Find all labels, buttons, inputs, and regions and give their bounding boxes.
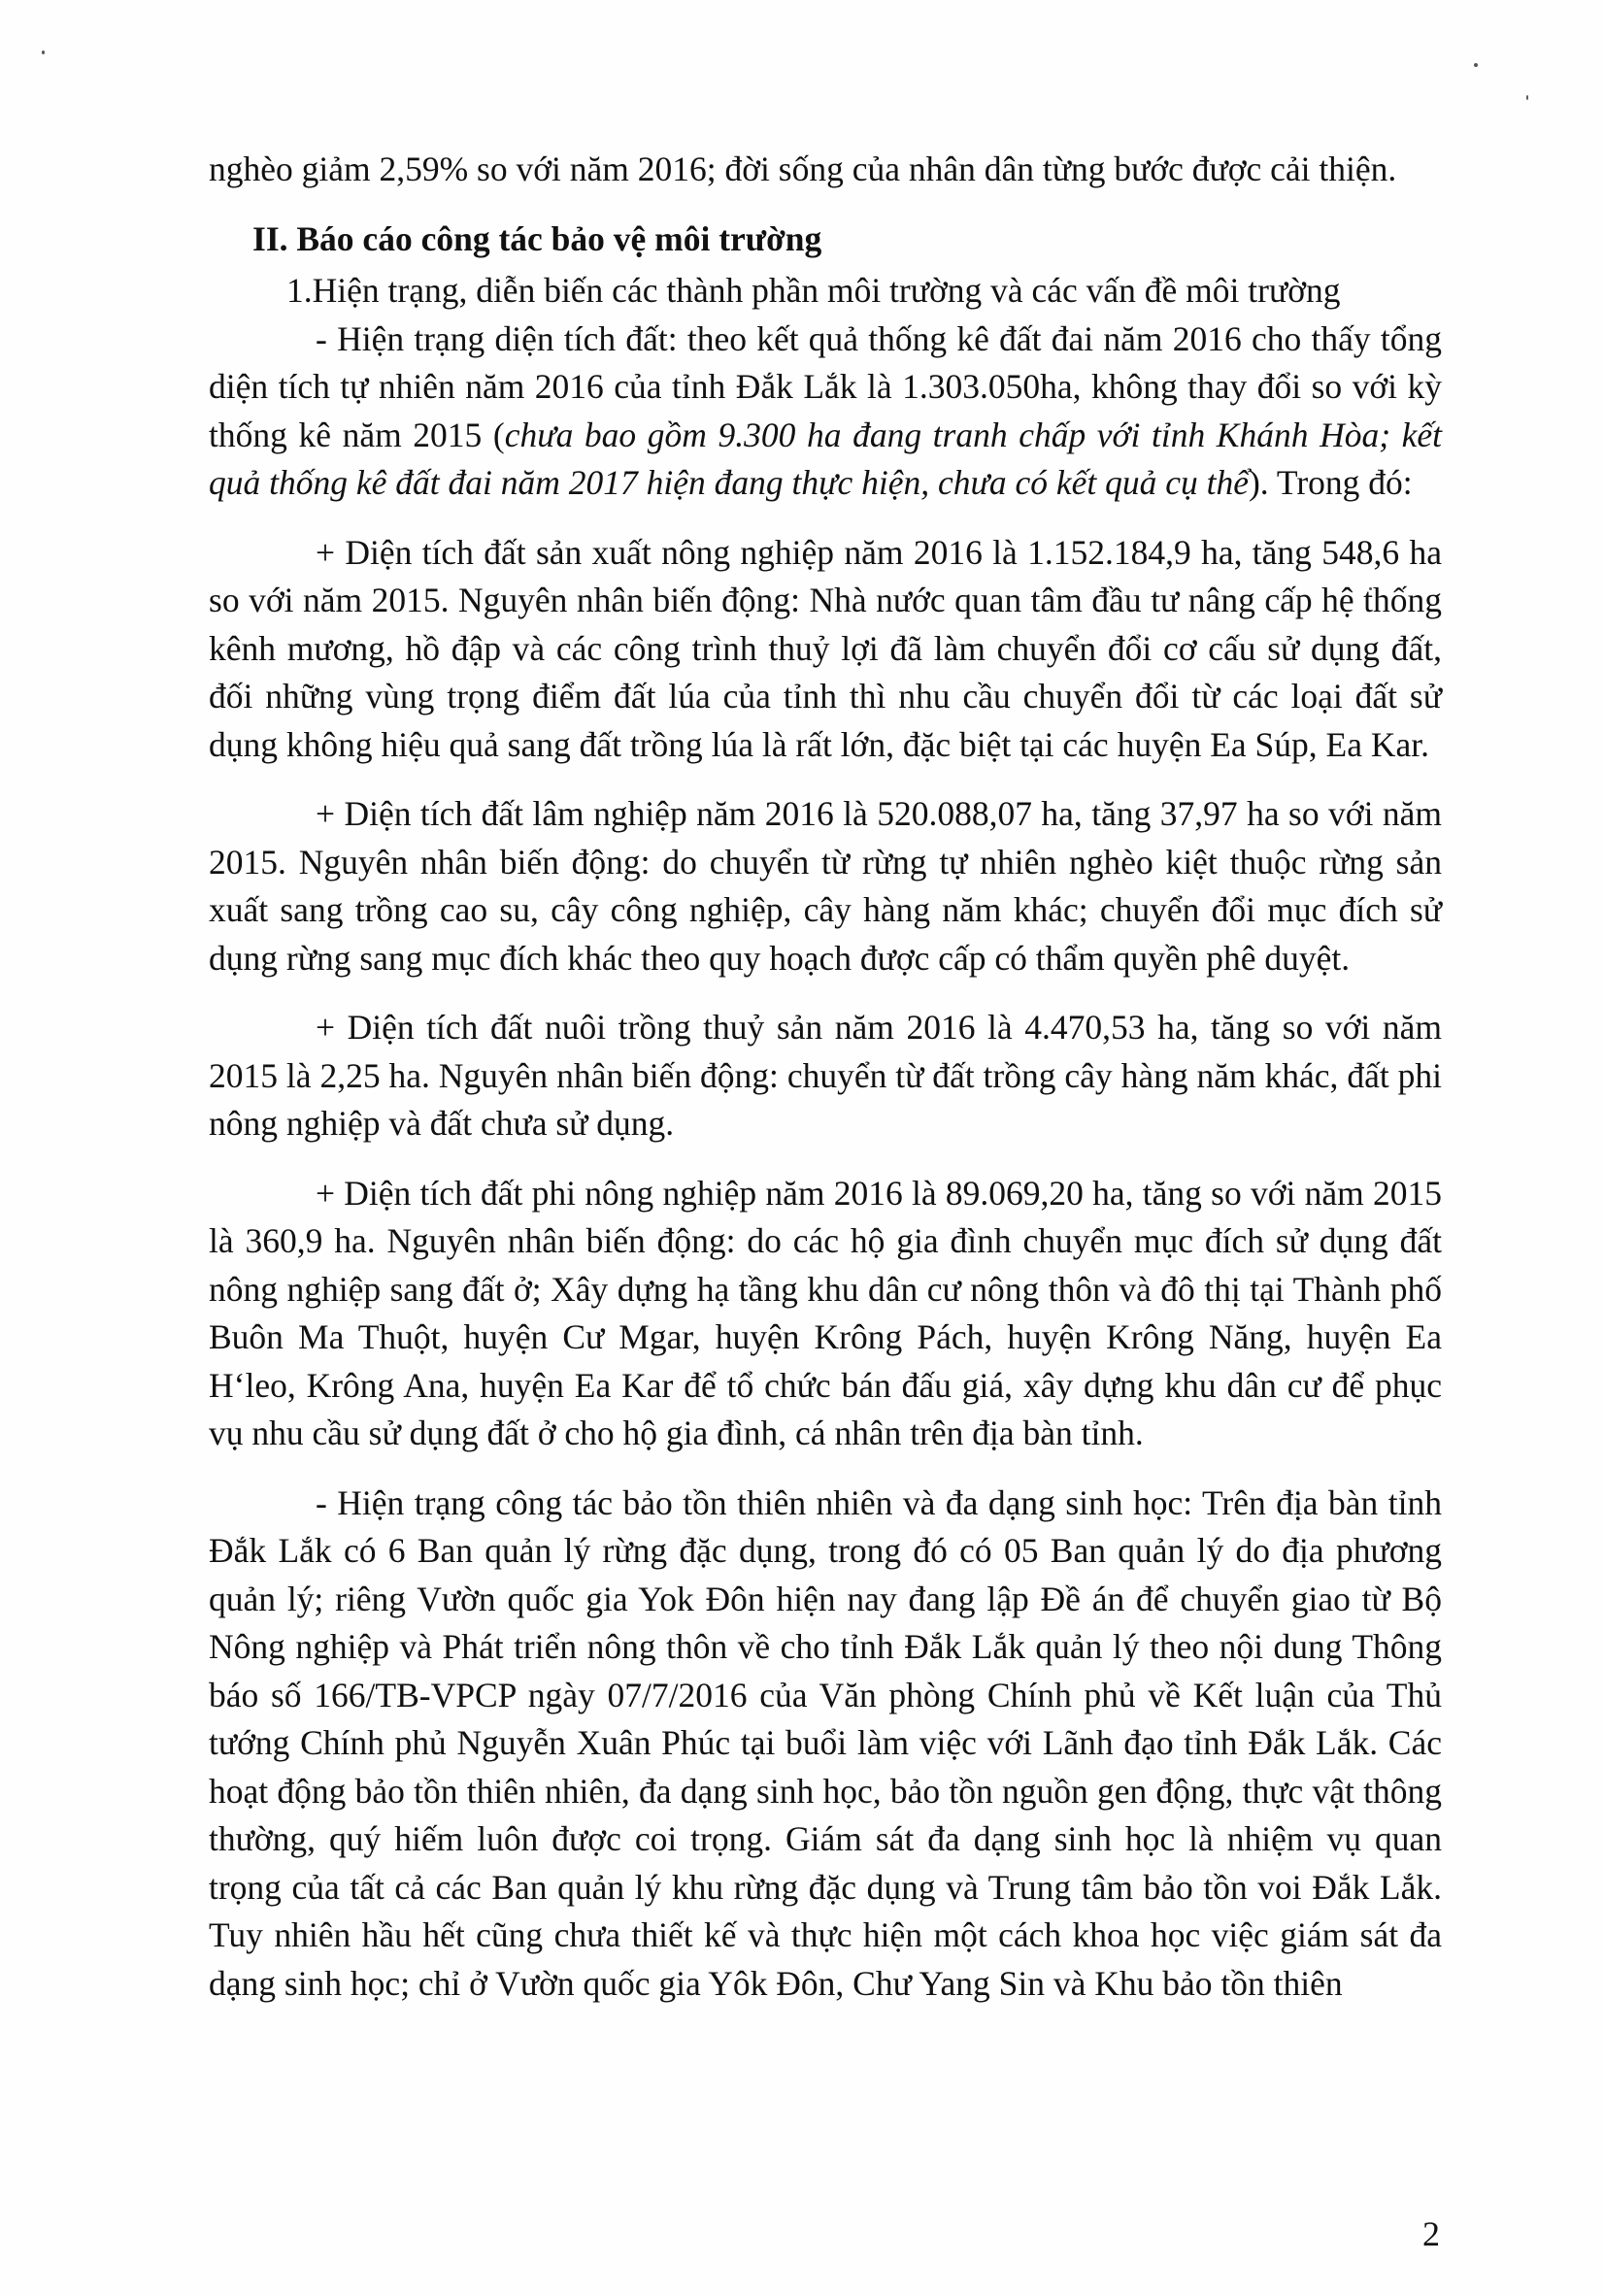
biodiversity-paragraph: - Hiện trạng công tác bảo tồn thiên nhiên và đa dạng sinh học: Trên địa bàn tỉnh Đắk Lắk có 6 Ban quản lý rừng đặc dụng, trong đó có 05 Ban quản lý do địa phương quản lý; riêng Vườn quốc gia Yok Đôn hiện nay đang lập Đề án để chuyển giao từ Bộ Nông nghiệp và Phát triển nông thôn về cho tỉnh Đắk Lắk quản lý theo nội dung Thông báo số 166/TB-VPCP ngày 07/7/2016 của Văn phòng Chính phủ về Kết luận của Thủ tướng Chính phủ Nguyễn Xuân Phúc tại buổi làm việc với Lãnh đạo tỉnh Đắk Lắk. Các hoạt động bảo tồn thiên nhiên, đa dạng sinh học, bảo tồn nguồn gen động, thực vật thông thường, quý hiếm luôn được coi trọng. Giám sát đa dạng sinh học là nhiệm vụ quan trọng của tất cả các Ban quản lý khu rừng đặc dụng và Trung tâm bảo tồn voi Đắk Lắk. Tuy nhiên hầu hết cũng chưa thiết kế và thực hiện một cách khoa học việc giám sát đa dạng sinh học; chỉ ở Vườn quốc gia Yôk Đôn, Chư Yang Sin và Khu bảo tồn thiên <box>209 1482 1442 2003</box>
land-intro-paragraph <box>209 316 1442 508</box>
scan-speck <box>1474 63 1478 67</box>
land-intro-text: - Hiện trạng diện tích đất: theo kết quả thống kê đất đai năm 2016 cho thấy tổng diện tích tự nhiên năm 2016 của tỉnh Đắk Lắk là 1.303.050ha, không thay đổi so với kỳ thống kê năm 2015 ( <box>209 318 1442 454</box>
nonagri-land-paragraph: + Diện tích đất phi nông nghiệp năm 2016 là 89.069,20 ha, tăng so với năm 2015 là 360,9 ha. Nguyên nhân biến động: do các hộ gia đình chuyển mục đích sử dụng đất nông nghiệp sang đất ở; Xây dựng hạ tầng khu dân cư nông thôn và đô thị tại Thành phố Buôn Ma Thuột, huyện Cư Mgar, huyện Krông Pách, huyện Krông Năng, huyện Ea H‘leo, Krông Ana, huyện Ea Kar để tổ chức bán đấu giá, xây dựng khu dân cư để phục vụ nhu cầu sử dụng đất ở cho hộ gia đình, cá nhân trên địa bàn tỉnh. <box>209 1173 1442 1452</box>
document-body <box>209 146 1442 2008</box>
forest-land-paragraph: + Diện tích đất lâm nghiệp năm 2016 là 520.088,07 ha, tăng 37,97 ha so với năm 2015. Nguyên nhân biến động: do chuyển từ rừng tự nhiên nghèo kiệt thuộc rừng sản xuất sang trồng cao su, cây công nghiệp, cây hàng năm khác; chuyển đổi mục đích sử dụng rừng sang mục đích khác theo quy hoạch được cấp có thẩm quyền phê duyệt. <box>209 794 1442 978</box>
continuation-paragraph: nghèo giảm 2,59% so với năm 2016; đời sống của nhân dân từng bước được cải thiện. <box>209 150 1397 188</box>
page-number: 2 <box>1422 2214 1440 2253</box>
section-heading: II. Báo cáo công tác bảo vệ môi trường <box>252 218 822 258</box>
scan-speck <box>1526 95 1528 100</box>
land-intro-tail: ). Trong đó: <box>1248 463 1413 502</box>
aqua-land-paragraph: + Diện tích đất nuôi trồng thuỷ sản năm 2016 là 4.470,53 ha, tăng so với năm 2015 là 2,25 ha. Nguyên nhân biến động: chuyển từ đất trồng cây hàng năm khác, đất phi nông nghiệp và đất chưa sử dụng. <box>209 1008 1442 1143</box>
subsection-heading: 1.Hiện trạng, diễn biến các thành phần môi trường và các vấn đề môi trường <box>286 271 1341 310</box>
land-intro-italic-note: chưa bao gồm 9.300 ha đang tranh chấp với tỉnh Khánh Hòa; kết quả thống kê đất đai năm 2017 hiện đang thực hiện, chưa có kết quả cụ thể <box>209 415 1442 502</box>
agri-land-paragraph: + Diện tích đất sản xuất nông nghiệp năm 2016 là 1.152.184,9 ha, tăng 548,6 ha so với năm 2015. Nguyên nhân biến động: Nhà nước quan tâm đầu tư nâng cấp hệ thống kênh mương, hồ đập và các công trình thuỷ lợi đã làm chuyển đổi cơ cấu sử dụng đất, đối những vùng trọng điểm đất lúa của tỉnh thì nhu cầu chuyển đổi từ các loại đất sử dụng không hiệu quả sang đất trồng lúa là rất lớn, đặc biệt tại các huyện Ea Súp, Ea Kar. <box>209 532 1442 764</box>
scan-speck <box>42 50 45 54</box>
